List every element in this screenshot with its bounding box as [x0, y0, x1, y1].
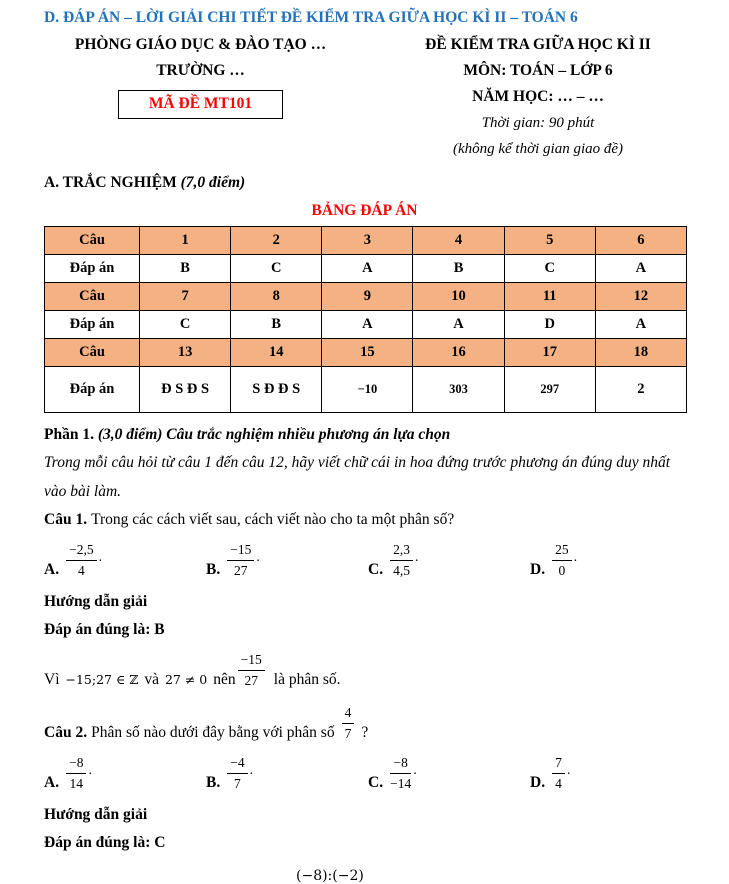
correct-answer-2: Đáp án đúng là: C	[44, 834, 166, 852]
solution-heading-1: Hướng dẫn giải	[44, 593, 148, 611]
row-label: Câu	[45, 227, 140, 255]
table-cell: A	[322, 311, 413, 339]
table-cell: 12	[595, 283, 686, 311]
explanation-text: là phân số.	[273, 671, 341, 689]
table-cell: S Đ Đ S	[231, 367, 322, 413]
school-year-line: NĂM HỌC: … – …	[472, 88, 604, 105]
table-cell: 8	[231, 283, 322, 311]
correct-answer-1: Đáp án đúng là: B	[44, 621, 165, 639]
question-2-heading	[44, 704, 729, 742]
table-cell: A	[413, 311, 504, 339]
table-cell: A	[595, 255, 686, 283]
option-period: .	[414, 550, 419, 566]
explanation-line-1	[44, 651, 729, 689]
option-label: A.	[44, 774, 60, 792]
fraction	[390, 541, 413, 579]
table-cell: 6	[595, 227, 686, 255]
q1-option-c	[368, 541, 530, 579]
table-cell: Đ S Đ S	[140, 367, 231, 413]
math-expression: 27 ≠ 0	[164, 672, 208, 688]
fraction-numerator: −15	[227, 541, 254, 561]
table-cell: 15	[322, 339, 413, 367]
question-number-row	[45, 283, 687, 311]
question-1-heading	[44, 510, 685, 529]
table-cell: D	[504, 311, 595, 339]
table-cell: −10	[322, 367, 413, 413]
explanation-text: nên	[213, 671, 236, 689]
question-2-label: Câu 2.	[44, 724, 88, 742]
question-1-label: Câu 1.	[44, 511, 88, 528]
fraction-denominator: 7	[234, 775, 241, 791]
row-label: Đáp án	[45, 311, 140, 339]
q2-option-c	[368, 754, 530, 792]
answer-row	[45, 367, 687, 413]
fraction-denominator: 27	[244, 672, 258, 688]
next-line-cutoff-fragment: (−8):(−2)	[296, 868, 364, 884]
table-cell: B	[231, 311, 322, 339]
table-cell: 16	[413, 339, 504, 367]
math-expression: −15;27 ∈ ℤ	[65, 672, 139, 688]
row-label: Đáp án	[45, 255, 140, 283]
table-cell: 13	[140, 339, 231, 367]
header-left-column	[28, 36, 373, 166]
fraction-denominator: −14	[390, 775, 412, 791]
table-cell: C	[140, 311, 231, 339]
option-label: B.	[206, 561, 221, 579]
fraction-denominator: 7	[344, 725, 352, 741]
fraction-numerator: −4	[227, 754, 247, 774]
part1-label: Phần 1.	[44, 426, 94, 443]
question-1-text: Trong các cách viết sau, cách viết nào cho ta một phân số?	[91, 511, 455, 528]
table-cell: C	[231, 255, 322, 283]
table-cell: 2	[231, 227, 322, 255]
explanation-text: Vì	[44, 671, 60, 689]
q1-option-a	[44, 541, 206, 579]
table-cell: 10	[413, 283, 504, 311]
option-period: .	[566, 763, 571, 779]
question-1-options	[44, 541, 692, 579]
fraction	[227, 754, 247, 792]
table-cell: 4	[413, 227, 504, 255]
question-2-options	[44, 754, 692, 792]
subject-line: MÔN: TOÁN – LỚP 6	[463, 62, 613, 79]
fraction-numerator: −8	[390, 754, 411, 774]
table-cell: 7	[140, 283, 231, 311]
q2-option-d	[530, 754, 692, 792]
table-cell: 5	[504, 227, 595, 255]
fraction	[552, 541, 572, 579]
option-period: .	[249, 763, 254, 779]
part1-instruction: Trong mỗi câu hỏi từ câu 1 đến câu 12, hãy viết chữ cái in hoa đứng trước phương án đúng duy nhất vào bài làm.	[44, 454, 671, 500]
row-label: Câu	[45, 339, 140, 367]
option-label: B.	[206, 774, 221, 792]
option-period: .	[88, 763, 92, 779]
option-label: D.	[530, 561, 546, 579]
option-label: C.	[368, 774, 384, 792]
fraction-numerator: −15	[238, 651, 265, 671]
fraction-denominator: 4	[77, 562, 85, 578]
table-cell: 14	[231, 339, 322, 367]
exam-header	[0, 36, 729, 166]
option-period: .	[413, 763, 417, 779]
table-cell: 3	[322, 227, 413, 255]
fraction-numerator: 2,3	[390, 541, 413, 561]
answer-table-title: BẢNG ĐÁP ÁN	[311, 202, 418, 219]
fraction-denominator: 27	[234, 562, 248, 578]
table-cell: 1	[140, 227, 231, 255]
table-cell: 303	[413, 367, 504, 413]
table-cell: C	[504, 255, 595, 283]
duration-note-line: (không kể thời gian giao đề)	[452, 141, 624, 157]
fraction-denominator: 4,5	[393, 562, 410, 578]
exam-code-label: MÃ ĐỀ MT101	[148, 95, 253, 112]
table-cell: B	[413, 255, 504, 283]
fraction-numerator: 25	[552, 541, 572, 561]
question-number-row	[45, 227, 687, 255]
option-label: A.	[44, 561, 60, 579]
table-cell: 17	[504, 339, 595, 367]
answer-table	[44, 226, 687, 413]
table-cell: 11	[504, 283, 595, 311]
q2-option-a	[44, 754, 206, 792]
fraction-numerator: 7	[552, 754, 565, 774]
fraction	[552, 754, 565, 792]
fraction	[227, 541, 254, 579]
option-period: .	[98, 550, 103, 566]
table-cell: 2	[595, 367, 686, 413]
q2-option-b	[206, 754, 368, 792]
document-title: D. ĐÁP ÁN – LỜI GIẢI CHI TIẾT ĐỀ KIỂM TRA GIỮA HỌC KÌ II – TOÁN 6	[44, 9, 578, 26]
part1-title: (3,0 điểm) Câu trắc nghiệm nhiều phương án lựa chọn	[97, 426, 451, 443]
row-label: Đáp án	[45, 367, 140, 413]
table-cell: A	[595, 311, 686, 339]
table-cell: A	[322, 255, 413, 283]
option-label: D.	[530, 774, 546, 792]
fraction	[238, 651, 265, 689]
fraction	[390, 754, 411, 792]
fraction-denominator: 14	[69, 775, 84, 791]
fraction-numerator: −2,5	[66, 541, 97, 561]
question-2-text: Phân số nào dưới đây bằng với phân số	[91, 724, 335, 742]
option-period: .	[256, 550, 260, 566]
part1-heading	[44, 426, 685, 444]
exam-code-box	[118, 90, 283, 119]
fraction	[66, 541, 97, 579]
header-right-column	[373, 36, 703, 166]
school-line: TRƯỜNG …	[156, 62, 245, 79]
option-period: .	[573, 550, 578, 566]
fraction-denominator: 0	[558, 562, 566, 578]
section-a-points: (7,0 điểm)	[180, 174, 246, 191]
fraction	[342, 704, 355, 742]
table-cell: 9	[322, 283, 413, 311]
q1-option-d	[530, 541, 692, 579]
table-cell: 18	[595, 339, 686, 367]
question-mark: ?	[361, 724, 369, 742]
q1-option-b	[206, 541, 368, 579]
fraction-numerator: 4	[342, 704, 355, 724]
department-line: PHÒNG GIÁO DỤC & ĐÀO TẠO …	[74, 36, 327, 53]
fraction	[66, 754, 86, 792]
option-label: C.	[368, 561, 384, 579]
exam-title-line: ĐỀ KIỂM TRA GIỮA HỌC KÌ II	[425, 36, 651, 53]
table-cell: B	[140, 255, 231, 283]
fraction-numerator: −8	[66, 754, 86, 774]
fraction-denominator: 4	[555, 775, 562, 791]
answer-row	[45, 255, 687, 283]
duration-line: Thời gian: 90 phút	[481, 115, 595, 131]
row-label: Câu	[45, 283, 140, 311]
section-a-label: A. TRẮC NGHIỆM	[44, 174, 177, 191]
answer-row	[45, 311, 687, 339]
section-a-heading	[44, 174, 729, 192]
explanation-text: và	[144, 671, 159, 689]
table-cell: 297	[504, 367, 595, 413]
solution-heading-2: Hướng dẫn giải	[44, 806, 148, 824]
question-number-row	[45, 339, 687, 367]
